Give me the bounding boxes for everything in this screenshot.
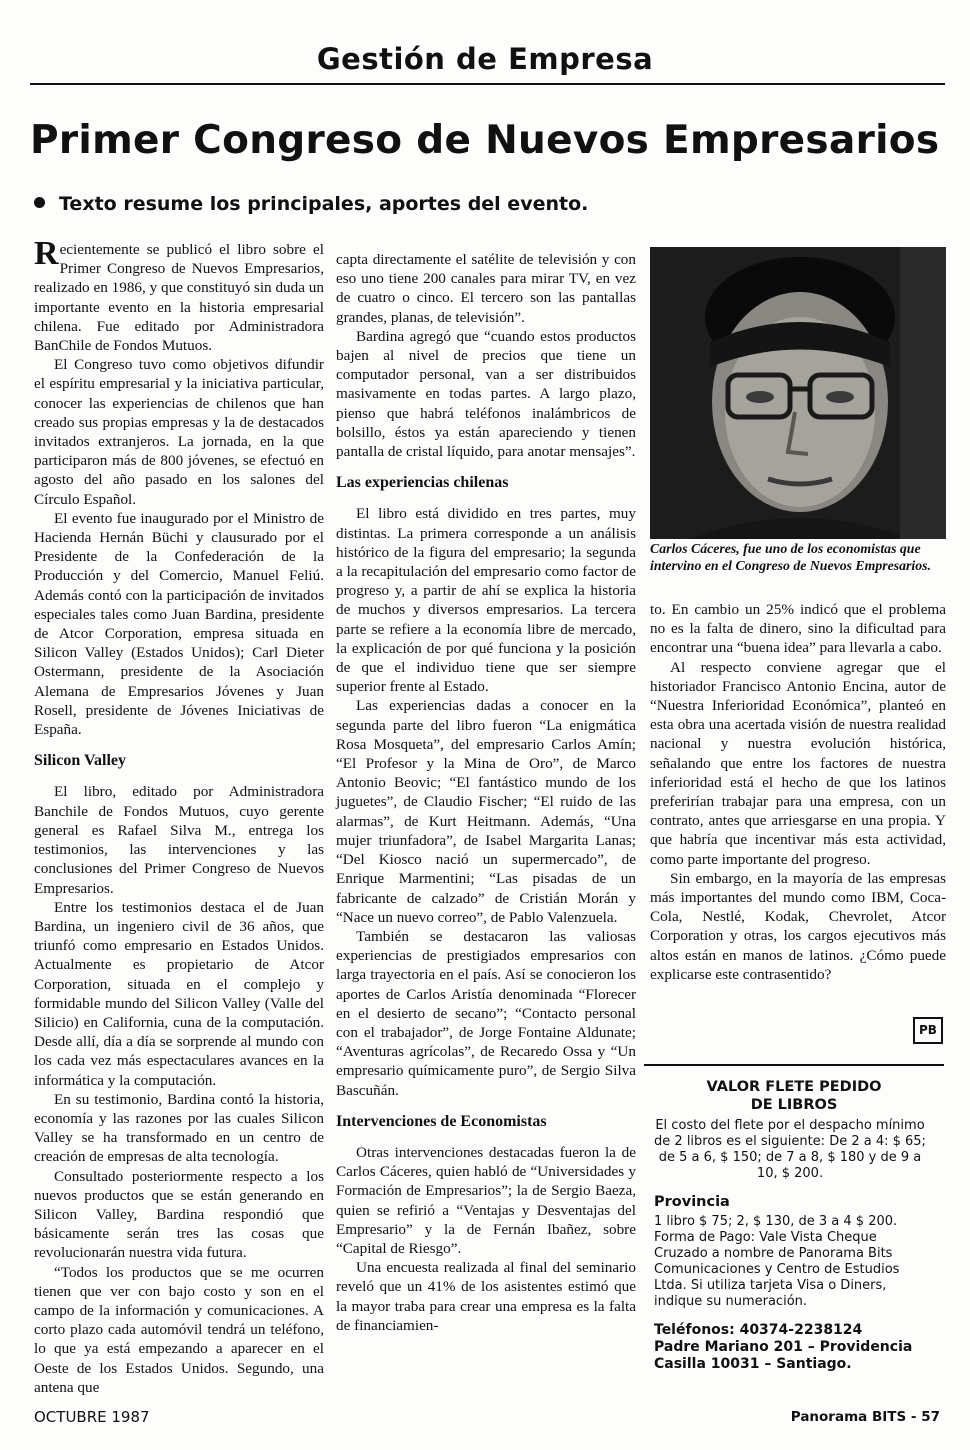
order-contacts xyxy=(644,1322,944,1373)
paragraph: También se destacaron las valiosas experiencias de prestigiados empresarios con larga trayectoria en el país. Así se conocieron los aportes de Carlos Aristía denominada “Florecer en el desierto de secano”; “Contacto personal con el trabajador”, de Jorge Fontaine Aldunate; “Aventuras agrícolas”, de Recaredo Ossa y “Un empresario químicamente puro”, de Sergio Silva Bascuñán. xyxy=(336,927,636,1099)
section-title: Gestión de Empresa xyxy=(316,42,654,76)
paragraph xyxy=(34,235,324,355)
paragraph-text: ecientemente se publicó el libro sobre el Primer Congreso de Nuevos Empresarios, realizado en 1986, y que constituyó sin duda un importante evento en la historia empresarial chilena. Fue editado por Administradora BanChile de Fondos Mutuos. xyxy=(34,241,324,355)
paragraph: El evento fue inaugurado por el Ministro de Hacienda Hernán Büchi y clausurado por el Presidente de la Confederación de la Producción y del Comercio, Manuel Feliú. Además contó con la participación de invitados especiales tales como Juan Bardina, presidente de Atcor Corporation, empresa situada en Silicon Valley (Estados Unidos); Carl Dieter Ostermann, presidente de la Asociación Alemana de Empresarios Jóvenes y Juan Rosell, presidente de Jóvenes Iniciativas de España. xyxy=(34,509,324,739)
deck xyxy=(34,193,934,215)
paragraph: Una encuesta realizada al final del seminario reveló que un 41% de los asistentes estimó que la mayor traba para crear una empresa es la falta de financiamien- xyxy=(336,1259,636,1334)
photo-caption: Carlos Cáceres, fue uno de los economistas que intervino en el Congreso de Nuevos Empresarios. xyxy=(650,541,931,573)
order-shipping-text: El costo del flete por el despacho mínimo de 2 libros es el siguiente: De 2 a 4: $ 65; de 5 a 6, $ 150; de 7 a 8, $ 180 y de 9 a 10, $ 200. xyxy=(654,1118,926,1181)
footer-date: OCTUBRE 1987 xyxy=(34,1408,150,1426)
paragraph: Entre los testimonios destaca el de Juan Bardina, un ingeniero civil de 36 años, que triunfó como empresario en Estados Unidos. Actualmente es propietario de Atcor Corporation, situada en el complejo y formidable mundo del Silicon Valley (Valle del Silicio) en California, cuna de la computación. Desde allí, día a día se sorprende al mundo con los cada vez más espectaculares avances en la informática y la computación. xyxy=(34,898,324,1089)
column-1 xyxy=(34,235,324,1397)
section-rule xyxy=(30,83,945,85)
portrait-image xyxy=(650,247,946,539)
paragraph: Al respecto conviene agregar que el historiador Francisco Antonio Encina, autor de “Nuestra Inferioridad Económica”, planteó en esta obra una acertada visión de nuestra realidad nacional y nuestra evolución histórica, señalando que entre los factores de nuestra inferioridad está el hecho de que los latinos preferirían trabajar para una empresa, con un contrato, antes que arriesgarse en una propia. Y que habría que incentivar más esta actividad, como parte importante del progreso. xyxy=(650,658,946,868)
order-box xyxy=(644,1064,944,1394)
paragraph: Bardina agregó que “cuando estos productos bajen al nivel de precios que tiene un computador personal, van a ser distribuidos masivamente en todas partes. A largo plazo, pienso que habrá teléfonos inalámbricos de bolsillo, éstos ya están apareciendo y tienen pantalla de cristal líquido, para anotar mensajes”. xyxy=(336,327,636,461)
bullet-icon xyxy=(34,197,45,208)
headline: Primer Congreso de Nuevos Empresarios xyxy=(30,118,940,163)
order-provincia-text: 1 libro $ 75; 2, $ 130, de 3 a 4 $ 200. Forma de Pago: Vale Vista Cheque Cruzado a nombre de Panorama Bits Comunicaciones y Centro de Estudios Ltda. Si utiliza tarjeta Visa o Diners, indique su numeración. xyxy=(654,1214,900,1309)
paragraph: Otras intervenciones destacadas fueron la de Carlos Cáceres, quien habló de “Universidades y Formación de Empresarios”; la de Sergio Baeza, quien se refirió a “Ventajas y Desventajas del Empresario” y la de Fernán Ibañez, sobre “Capital de Riesgo”. xyxy=(336,1143,636,1257)
order-mailbox: Casilla 10031 – Santiago. xyxy=(654,1356,852,1372)
paragraph: to. En cambio un 25% indicó que el problema no es la falta de dinero, sino la dificultad para encontrar una “buena idea” para llevarla a cabo. xyxy=(650,601,946,657)
paragraph: El libro está dividido en tres partes, muy distintas. La primera corresponde a un análisis histórico de la figura del empresario; la segunda a la recapitulación del empresario como factor de progreso y, a partir de ahí se explica la historia de muchos y diversos empresarios. La tercera parte se refiere a la economía libre de mercado, la explicación de por qué funciona y la posición de que el individuo tiene que ser siempre superior frente al Estado. xyxy=(336,505,636,696)
subhead: Silicon Valley xyxy=(34,752,127,770)
column-2 xyxy=(336,250,636,1335)
portrait-photo xyxy=(650,247,946,539)
paragraph: El Congreso tuvo como objetivos difundir el espíritu empresarial y la iniciativa particular, conocer las experiencias de chilenos que han creado sus propias empresas y la de destacados invitados extranjeros. La jornada, en la que participaron más de 800 jóvenes, se efectuó en agosto del año pasado en los salones del Círculo Español. xyxy=(34,356,324,508)
order-title-line: VALOR FLETE PEDIDO xyxy=(706,1079,882,1095)
paragraph: “Todos los productos que se me ocurren tienen que ver con bajo costo y son en el campo de la información y comunicaciones. A corto plazo cada automóvil tendrá un teléfono, lo que ya está empezando a aparecer en el Oeste de los Estados Unidos. Segundo, una antena que xyxy=(34,1263,324,1396)
author-signature: PB xyxy=(913,1017,943,1044)
column-3 xyxy=(650,600,946,984)
order-address: Padre Mariano 201 – Providencia xyxy=(654,1339,913,1355)
subhead: Intervenciones de Economistas xyxy=(336,1112,547,1130)
paragraph: En su testimonio, Bardina contó la historia, economía y las razones por las cuales Silicon Valley se ha transformado en un centro de creación de empresas de alta tecnología. xyxy=(34,1090,324,1166)
order-provincia-label: Provincia xyxy=(654,1194,730,1210)
paragraph: Sin embargo, en la mayoría de las empresas más importantes del mundo como IBM, Coca-Cola, Nestlé, Kodak, Chevrolet, Atcor Corporation y otras, los cargos ejecutivos más altos están en manos de latinos. ¿Cómo puede explicarse este contrasentido? xyxy=(650,869,946,983)
order-title-line: DE LIBROS xyxy=(750,1097,838,1113)
footer-page: Panorama BITS - 57 xyxy=(790,1409,940,1425)
paragraph: capta directamente el satélite de televisión y con eso uno tiene 200 canales para mirar TV, en vez de cuatro o cinco. El tercero son las pantallas grandes, planas, de televisión”. xyxy=(336,251,636,326)
paragraph: Las experiencias dadas a conocer en la segunda parte del libro fueron “La enigmática Rosa Mosqueta”, del empresario Carlos Amín; “El Profesor y la Mina de Oro”, de Marco Antonio Beovic; “El fantástico mundo de los juguetes”, de Claudio Fischer; “El ruido de las alarmas”, de Kurt Heitmann. Además, “Una mujer triunfadora”, de Isabel Margarita Lanas; “Del Kiosco nació un supermercado”, de Enrique Marmentini; “Las pisadas de un fabricante de calzado” de Cristián Morán y “Nace un nuevo correo”, de Pablo Valenzuela. xyxy=(336,697,636,926)
paragraph: Consultado posteriormente respecto a los nuevos productos que se están generando en Silicon Valley, Bardina respondió que básicamente serán tres las cosas que revolucionarán nuestra vida futura. xyxy=(34,1167,324,1262)
subhead: Las experiencias chilenas xyxy=(336,474,509,492)
deck-text: Texto resume los principales, aportes del evento. xyxy=(59,193,589,215)
paragraph: El libro, editado por Administradora Banchile de Fondos Mutuos, cuyo gerente general es Rafael Silva M., entrega los testimonios, las intervenciones y las conclusiones del Primer Congreso de Nuevos Empresarios. xyxy=(34,783,324,897)
drop-cap: R xyxy=(34,235,59,272)
order-title xyxy=(644,1078,944,1114)
order-phones: Teléfonos: 40374-2238124 xyxy=(654,1322,863,1338)
